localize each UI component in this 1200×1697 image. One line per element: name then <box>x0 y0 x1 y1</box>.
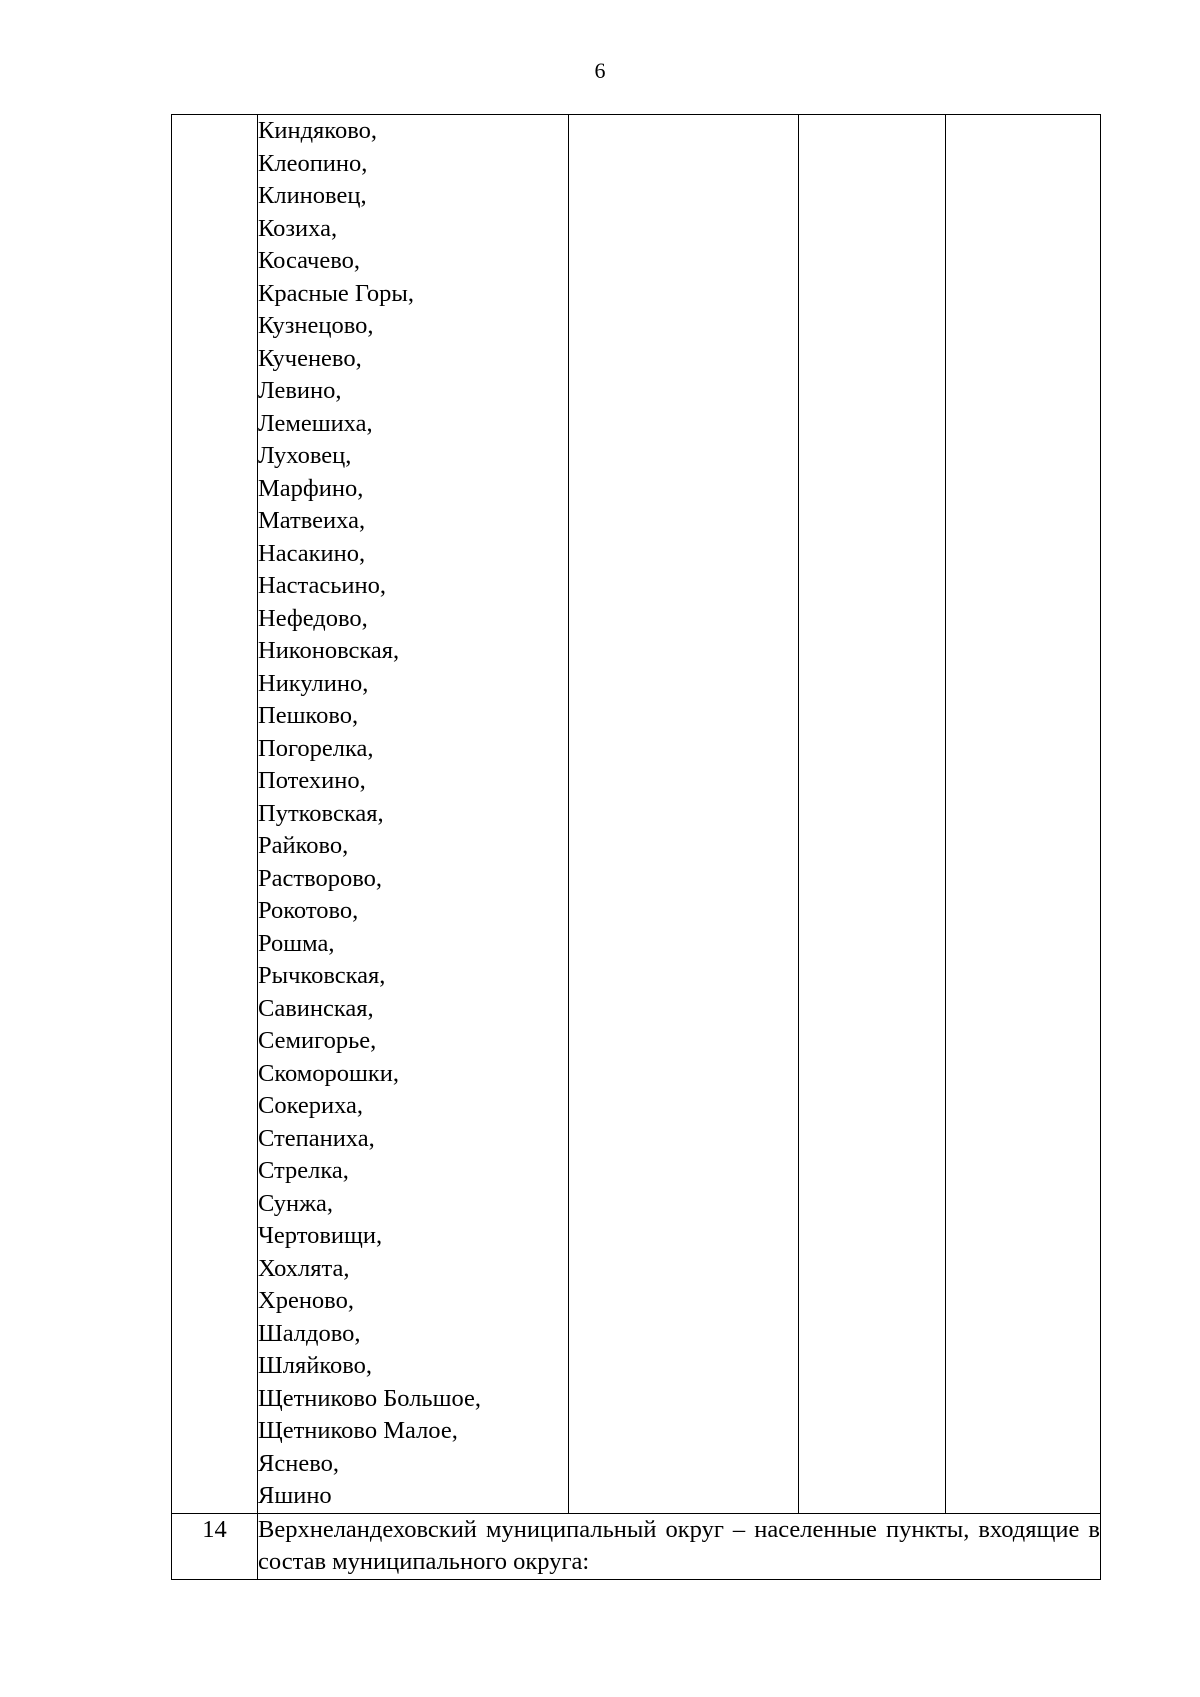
place-name: Настасьино, <box>258 572 386 599</box>
place-name: Сокериха, <box>258 1092 364 1119</box>
settlements-table <box>171 114 1101 1580</box>
number-cell-empty <box>172 115 258 1514</box>
empty-cell-5 <box>946 115 1101 1514</box>
place-name: Рокотово, <box>258 897 359 924</box>
empty-cell-3 <box>569 115 799 1514</box>
place-name: Никулино, <box>258 669 369 697</box>
place-name: Луховец, <box>258 442 352 469</box>
place-name: Никоновская, <box>258 637 400 664</box>
place-name: Козиха, <box>258 214 338 242</box>
place-name: Косачево, <box>258 247 361 274</box>
table-row-14 <box>172 1513 1101 1579</box>
place-name: Потехино, <box>258 767 366 794</box>
place-name: Шалдово, <box>258 1319 361 1347</box>
place-name: Клиновец, <box>258 182 367 209</box>
place-name: Скоморошки, <box>258 1059 400 1087</box>
place-name: Погорелка, <box>258 734 374 762</box>
place-name: Клеопино, <box>258 149 368 177</box>
place-name: Киндяково, <box>258 117 377 144</box>
empty-cell-4 <box>799 115 946 1514</box>
place-name: Щетниково Малое, <box>258 1417 458 1444</box>
place-name: Щетниково Большое, <box>258 1384 482 1412</box>
place-name: Стрелка, <box>258 1157 349 1184</box>
place-name: Савинская, <box>258 994 374 1022</box>
place-name: Семигорье, <box>258 1027 377 1054</box>
place-name: Лемешиха, <box>258 409 373 437</box>
place-name: Рошма, <box>258 929 335 957</box>
place-name: Кученево, <box>258 344 362 372</box>
places-list-cell <box>258 115 569 1514</box>
place-name: Чертовищи, <box>258 1222 383 1249</box>
place-name: Кузнецово, <box>258 312 374 339</box>
place-name: Яшино <box>258 1482 332 1509</box>
page-number: 6 <box>594 58 606 83</box>
row-number-cell: 14 <box>172 1513 258 1579</box>
place-name: Насакино, <box>258 539 366 567</box>
place-name: Красные Горы, <box>258 279 415 307</box>
place-name: Путковская, <box>258 799 384 827</box>
place-name: Матвеиха, <box>258 507 366 534</box>
district-description-cell: Верхнеландеховский муниципальный округ – населенные пункты, входящие в состав муниципального округа: <box>258 1513 1101 1579</box>
place-name: Рычковская, <box>258 962 386 989</box>
place-name: Растворово, <box>258 864 383 892</box>
place-name: Нефедово, <box>258 604 368 632</box>
place-name: Пешково, <box>258 702 359 729</box>
place-name: Хохлята, <box>258 1254 350 1282</box>
place-name: Марфино, <box>258 474 364 502</box>
table-row-continuation <box>172 115 1101 1514</box>
place-name: Шляйково, <box>258 1352 373 1379</box>
place-name: Степаниха, <box>258 1124 375 1152</box>
place-name: Левино, <box>258 377 342 404</box>
place-name: Яснево, <box>258 1449 339 1477</box>
place-name: Сунжа, <box>258 1189 334 1217</box>
place-name: Райково, <box>258 832 349 859</box>
place-name: Хреново, <box>258 1287 354 1314</box>
